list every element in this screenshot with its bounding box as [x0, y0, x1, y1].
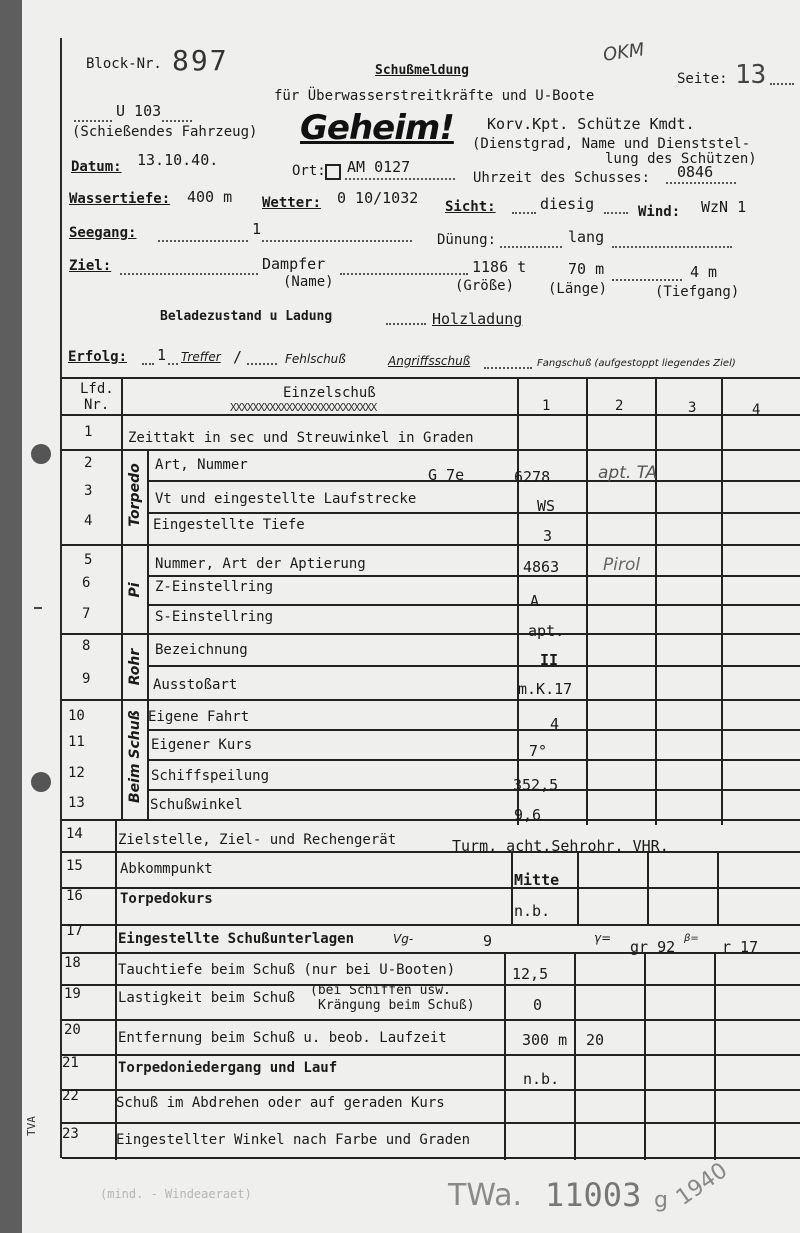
time-label: Uhrzeit des Schusses: [473, 170, 651, 186]
block-number: 897 [172, 44, 229, 77]
weather-value: 0 10/1032 [337, 189, 419, 207]
result-catch: Fangschuß (aufgestoppt liegendes Ziel) [537, 358, 736, 369]
row-19-sub-2: Krängung beim Schuß) [318, 998, 475, 1013]
sea-label: Seegang: [69, 225, 137, 241]
row-7-value: apt. [528, 622, 565, 640]
row-16-number: 16 [66, 888, 83, 904]
target-length-label: (Länge) [548, 281, 608, 297]
vessel-label: (Schießendes Fahrzeug) [72, 124, 258, 140]
shot-col-1: 1 [542, 398, 551, 414]
result-attack: Angriffsschuß [388, 354, 471, 368]
date-value: 13.10.40. [137, 151, 219, 169]
row-5-number: 5 [84, 552, 93, 568]
row-19-number: 19 [64, 986, 81, 1002]
result-hit: Treffer [181, 350, 221, 364]
row-12-value: 352,5 [513, 776, 559, 794]
row-15-label: Abkommpunkt [120, 861, 213, 877]
row-20-number: 20 [64, 1022, 81, 1038]
row-4-value: 3 [543, 527, 553, 545]
row-8-label: Bezeichnung [155, 642, 248, 658]
row-17-beta-label: β= [684, 933, 699, 944]
group-torpedo: Torpedo [127, 463, 143, 527]
row-19-label: Lastigkeit beim Schuß [118, 990, 296, 1006]
row-22-number: 22 [62, 1088, 79, 1104]
row-15-value: Mitte [514, 871, 560, 889]
row-2-type: G 7e [428, 466, 465, 484]
row-11-label: Eigener Kurs [151, 737, 253, 753]
row-2-handwritten: apt. TA [598, 463, 658, 483]
row-6-number: 6 [82, 575, 91, 591]
time-value: 0846 [677, 163, 714, 181]
row-23-number: 23 [62, 1126, 79, 1142]
target-name-label: (Name) [283, 274, 334, 290]
row-10-value: 4 [550, 715, 560, 733]
row-22-label: Schuß im Abdrehen oder auf geraden Kurs [116, 1095, 445, 1111]
visibility-value: diesig [540, 195, 595, 213]
row-13-value: 9,6 [514, 806, 542, 824]
row-2-number: 2 [84, 455, 93, 471]
archive-number: 11003 [545, 1176, 642, 1214]
row-14-label: Zielstelle, Ziel- und Rechengerät [118, 832, 397, 848]
document-page: Block-Nr. 897 Schußmeldung OKM Seite: 13 für Überwasserstreitkräfte und U-Boote U 103 (Schießendes Fahrzeug) Geheim! Korv.Kpt. Schütze Kmdt. (Dienstgrad, Name und Dienststel- lung des Schützen) Datum: 13.10.40. Ort: AM 0127 Uhrzeit des Schusses: 0846 Wassertiefe: 400 m Wetter: 0 10/1032 Sicht: diesig Wind: WzN 1 Seegang: 1 Dünung: lang Ziel: Dampfer 1186 t 70 m 4 m (Name) (Größe) (Länge) (Tiefgang) Beladezustand u Ladung Holzladung Erfolg: 1 Treffer / Fehlschuß Angriffsschuß Fangschuß (aufgestoppt liegendes Ziel) Lfd. Nr. Einzelschuß XXXXXXXXXXXXXXXXXXXXXXXXXX 1 2 3 4 Torpedo Pi Rohr Beim Schuß 1 Zeittakt in sec und Streuwinkel in Graden 2 Art, Nummer G 7e 6278 apt. TA 3 Vt und eingestellte Laufstrecke WS 4 Eingestellte Tiefe 3 5 Nummer, Art der Aptierung 4863 Pirol 6 Z-Einstellring A 7 S-Einstellring apt. 8 Bezeichnung II 9 Ausstoßart m.K.17 10 Eigene Fahrt 4 11 Eigener Kurs 7° 12 Schiffspeilung 352,5 13 Schußwinkel 9,6 14 Zielstelle, Ziel- und Rechengerät Turm, acht.Sehrohr. VHR. 15 Abkommpunkt Mitte 16 Torpedokurs n.b. 17 Eingestellte Schußunterlagen Vg- 9 γ= gr 92 β= r 17 18 Tauchtiefe beim Schuß (nur bei U-Booten) 12,5 19 Lastigkeit beim Schuß (bei Schiffen usw. Krängung beim Schuß) 0 20 Entfernung beim Schuß u. beob. Laufzeit 300 m 20 21 Torpedoniedergang und Lauf n.b. 22 Schuß im Abdrehen oder auf geraden Kurs 23 Eingestellter Winkel nach Farbe und Graden TVA (mind. - Windeaeraet) TWa. 11003 g 1940 [0, 0, 800, 1233]
shooter-value: Korv.Kpt. Schütze Kmdt. [487, 115, 695, 133]
row-6-label: Z-Einstellring [155, 579, 274, 595]
weather-label: Wetter: [262, 195, 322, 211]
row-6-value: A [530, 592, 540, 610]
row-7-label: S-Einstellring [155, 609, 274, 625]
shooter-label-1: (Dienstgrad, Name und Dienststel- [472, 136, 751, 152]
row-17-beta: r 17 [722, 938, 759, 956]
row-16-value: n.b. [514, 902, 551, 920]
shot-col-4: 4 [752, 402, 761, 418]
row-19-value: 0 [533, 996, 543, 1014]
wind-label: Wind: [638, 204, 681, 220]
row-4-number: 4 [84, 513, 93, 529]
side-mark: TVA [24, 1116, 38, 1136]
lfd-header-2: Nr. [84, 397, 110, 413]
swell-label: Dünung: [437, 232, 497, 248]
row-3-label: Vt und eingestellte Laufstrecke [155, 491, 417, 507]
row-17-gamma: gr 92 [630, 938, 676, 956]
row-20-value: 300 m [522, 1031, 568, 1049]
shooter-label-2: lung des Schützen) [605, 151, 757, 167]
result-label: Erfolg: [68, 349, 128, 365]
result-miss: Fehlschuß [285, 352, 346, 366]
row-20-label: Entfernung beim Schuß u. beob. Laufzeit [118, 1030, 447, 1046]
row-7-number: 7 [82, 606, 91, 622]
row-11-value: 7° [529, 742, 548, 760]
visibility-label: Sicht: [445, 199, 496, 215]
row-18-label: Tauchtiefe beim Schuß (nur bei U-Booten) [118, 962, 456, 978]
archive-year: 1940 [671, 1158, 733, 1211]
wind-value: WzN 1 [701, 198, 747, 216]
row-14-number: 14 [66, 826, 83, 842]
row-9-number: 9 [82, 671, 91, 687]
target-name: Dampfer [262, 255, 326, 273]
target-label: Ziel: [69, 258, 112, 274]
archive-label: TWa. [448, 1178, 522, 1213]
row-9-label: Ausstoßart [153, 677, 238, 693]
row-13-label: Schußwinkel [150, 797, 243, 813]
target-draft-label: (Tiefgang) [655, 284, 740, 300]
secret-stamp: Geheim! [300, 108, 454, 148]
shot-col-3: 3 [688, 400, 697, 416]
cargo-value: Holzladung [432, 310, 523, 328]
row-21-label: Torpedoniedergang und Lauf [118, 1060, 338, 1076]
target-length: 70 m [568, 260, 605, 278]
row-17-vg: 9 [483, 932, 493, 950]
row-17-vg-label: Vg- [393, 932, 414, 946]
row-2-value: 6278 [514, 468, 551, 486]
page-label: Seite: [677, 71, 728, 87]
row-11-number: 11 [68, 734, 85, 750]
page-number: 13 [735, 60, 767, 90]
row-15-number: 15 [66, 858, 83, 874]
target-draft: 4 m [690, 263, 718, 281]
faint-text: (mind. - Windeaeraet) [100, 1187, 252, 1201]
row-12-number: 12 [68, 765, 85, 781]
row-18-number: 18 [64, 955, 81, 971]
row-3-number: 3 [84, 483, 93, 499]
place-label: Ort: [292, 163, 326, 179]
row-3-value: WS [537, 497, 556, 515]
row-23-label: Eingestellter Winkel nach Farbe und Graden [116, 1132, 471, 1148]
row-21-value: n.b. [523, 1070, 560, 1088]
sea-value: 1 [252, 220, 262, 238]
group-beim-schuss: Beim Schuß [127, 710, 143, 803]
group-pi: Pi [127, 582, 143, 598]
row-5-label: Nummer, Art der Aptierung [155, 556, 366, 572]
row-5-value: 4863 [523, 558, 560, 576]
row-19-sub-1: (bei Schiffen usw. [310, 983, 451, 998]
cargo-label: Beladezustand u Ladung [160, 309, 333, 324]
vessel-value: U 103 [116, 102, 162, 120]
target-size: 1186 t [472, 258, 527, 276]
group-rohr: Rohr [127, 648, 143, 686]
row-1-number: 1 [84, 424, 93, 440]
row-1-label: Zeittakt in sec und Streuwinkel in Graden [128, 430, 474, 446]
row-12-label: Schiffspeilung [151, 768, 270, 784]
initials-mark: OKM [601, 39, 646, 66]
row-21-number: 21 [62, 1055, 79, 1071]
block-label: Block-Nr. [86, 56, 162, 72]
archive-suffix: g [654, 1188, 668, 1213]
row-4-label: Eingestellte Tiefe [153, 517, 305, 533]
row-17-label: Eingestellte Schußunterlagen [118, 931, 355, 947]
document-title: Schußmeldung [375, 63, 469, 78]
row-17-number: 17 [66, 923, 83, 939]
row-20-time: 20 [586, 1031, 605, 1049]
depth-value: 400 m [187, 188, 233, 206]
row-8-number: 8 [82, 638, 91, 654]
row-2-label: Art, Nummer [155, 457, 248, 473]
row-17-gamma-label: γ= [594, 931, 612, 945]
depth-label: Wassertiefe: [69, 191, 171, 207]
shot-col-2: 2 [615, 398, 624, 414]
row-18-value: 12,5 [512, 965, 549, 983]
row-8-value: II [540, 651, 559, 669]
row-10-number: 10 [68, 708, 85, 724]
row-16-label: Torpedokurs [120, 891, 213, 907]
row-5-handwritten: Pirol [603, 555, 641, 575]
document-subtitle: für Überwasserstreitkräfte und U-Boote [274, 88, 595, 104]
row-9-value: m.K.17 [518, 680, 573, 698]
target-size-label: (Größe) [455, 278, 515, 294]
place-value: AM 0127 [347, 158, 411, 176]
single-shot-header: Einzelschuß [283, 385, 376, 401]
row-13-number: 13 [68, 795, 85, 811]
swell-value: lang [568, 228, 605, 246]
date-label: Datum: [71, 159, 122, 175]
row-14-value: Turm, acht.Sehrohr. VHR. [452, 837, 669, 855]
result-value: 1 [157, 346, 167, 364]
struck-header: XXXXXXXXXXXXXXXXXXXXXXXXXX [230, 401, 377, 414]
lfd-header-1: Lfd. [80, 381, 114, 397]
row-10-label: Eigene Fahrt [148, 709, 250, 725]
